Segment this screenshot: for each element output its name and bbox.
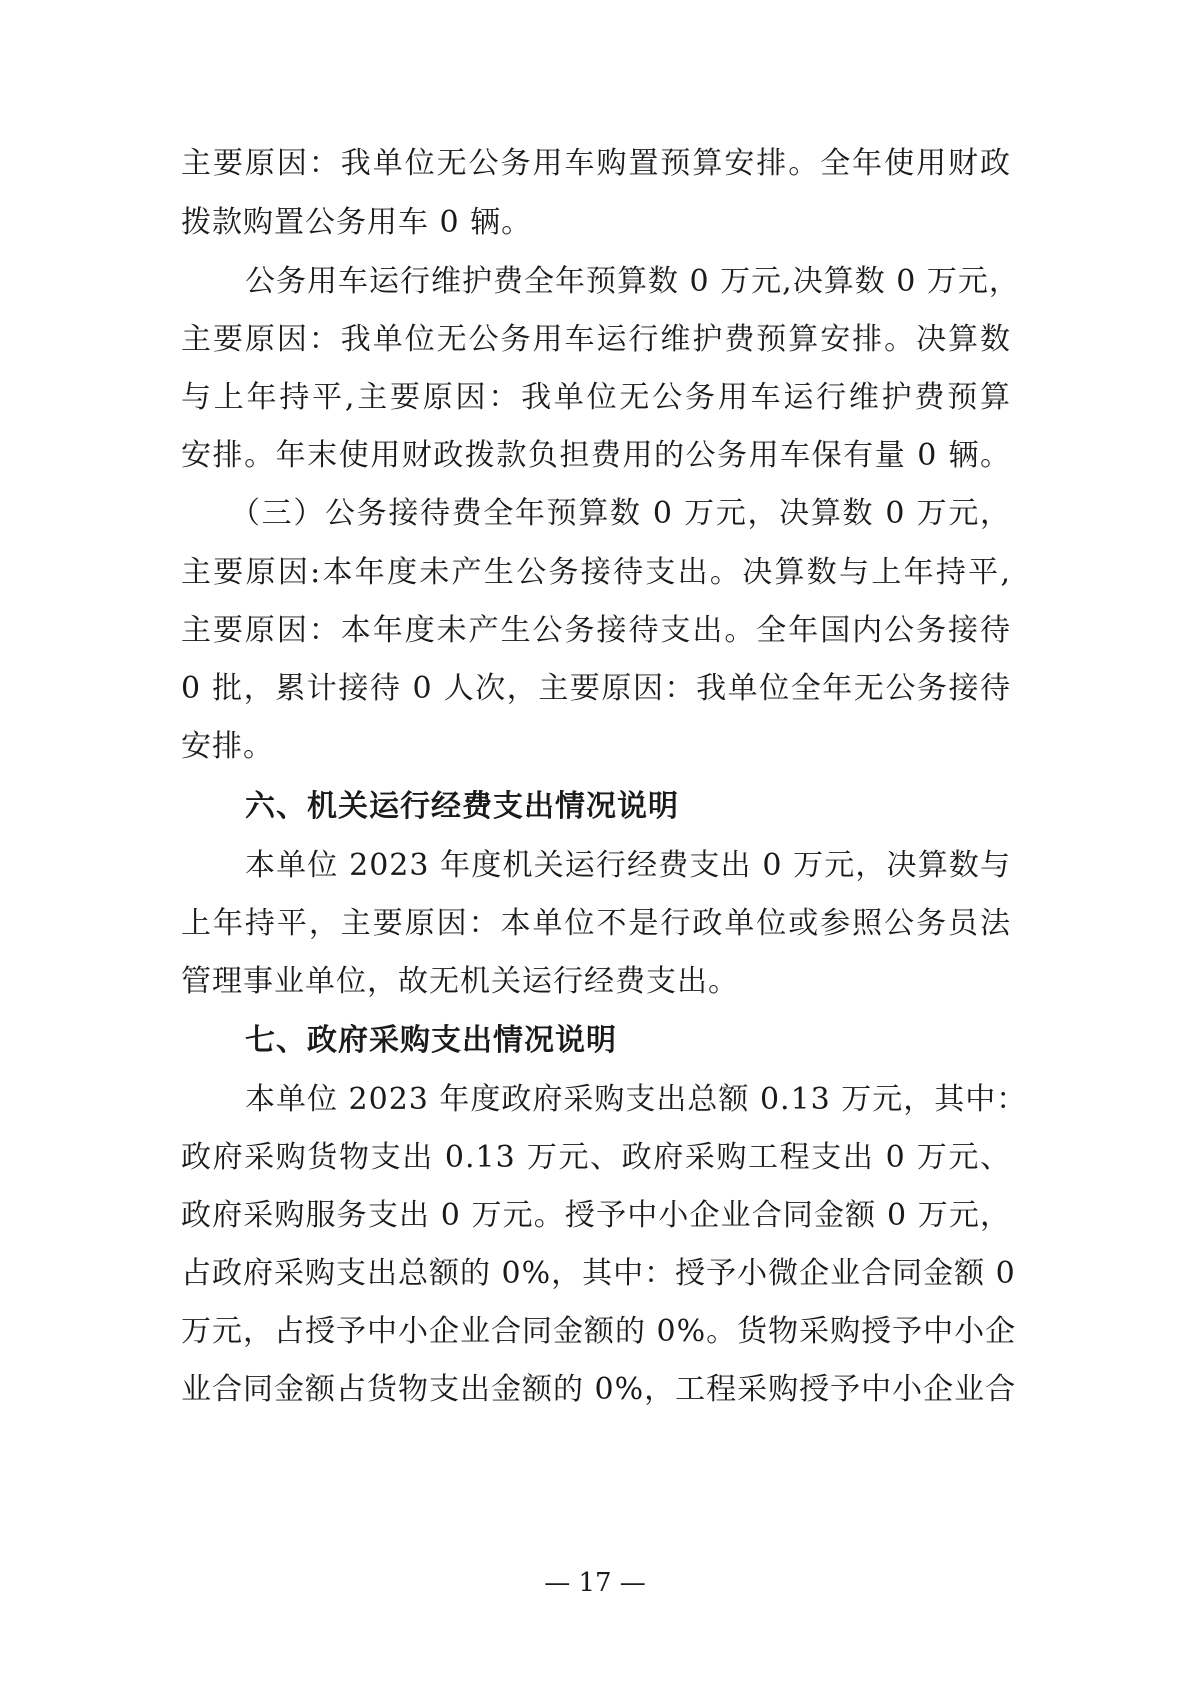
text-line: 管理事业单位，故无机关运行经费支出。 bbox=[181, 964, 739, 999]
text-line: 与上年持平,主要原因：我单位无公务用车运行维护费预算 bbox=[181, 380, 1011, 415]
text-line: 0 批，累计接待 0 人次，主要原因：我单位全年无公务接待 bbox=[181, 671, 1011, 706]
text-line: 本单位 2023 年度政府采购支出总额 0.13 万元，其中： bbox=[245, 1082, 1028, 1117]
text-line: 主要原因：我单位无公务用车购置预算安排。全年使用财政 bbox=[181, 146, 1011, 181]
text-line: 万元，占授予中小企业合同金额的 0%。货物采购授予中小企 bbox=[181, 1314, 1017, 1349]
page-number: — 17 — bbox=[544, 1568, 646, 1598]
text-line: 政府采购货物支出 0.13 万元、政府采购工程支出 0 万元、 bbox=[181, 1140, 1011, 1175]
text-line: 主要原因：我单位无公务用车运行维护费预算安排。决算数 bbox=[181, 322, 1011, 357]
text-line: 上年持平，主要原因：本单位不是行政单位或参照公务员法 bbox=[181, 906, 1011, 941]
text-line: 主要原因:本年度未产生公务接待支出。决算数与上年持平, bbox=[181, 555, 1011, 590]
text-line: 本单位 2023 年度机关运行经费支出 0 万元，决算数与 bbox=[245, 848, 1011, 883]
text-line: 拨款购置公务用车 0 辆。 bbox=[181, 205, 533, 240]
text-line: 政府采购服务支出 0 万元。授予中小企业合同金额 0 万元， bbox=[181, 1198, 1011, 1233]
text-line: 公务用车运行维护费全年预算数 0 万元,决算数 0 万元， bbox=[245, 264, 1020, 299]
text-line: 占政府采购支出总额的 0%，其中：授予小微企业合同金额 0 bbox=[181, 1256, 1016, 1291]
section-heading-six: 六、机关运行经费支出情况说明 bbox=[245, 789, 679, 824]
text-line: 安排。 bbox=[181, 729, 274, 764]
text-line: 主要原因：本年度未产生公务接待支出。全年国内公务接待 bbox=[181, 613, 1011, 648]
section-heading-seven: 七、政府采购支出情况说明 bbox=[245, 1023, 617, 1058]
text-line: 业合同金额占货物支出金额的 0%，工程采购授予中小企业合 bbox=[181, 1372, 1017, 1407]
text-line: 安排。年末使用财政拨款负担费用的公务用车保有量 0 辆。 bbox=[181, 438, 1011, 473]
text-line: （三）公务接待费全年预算数 0 万元，决算数 0 万元， bbox=[230, 496, 1011, 531]
